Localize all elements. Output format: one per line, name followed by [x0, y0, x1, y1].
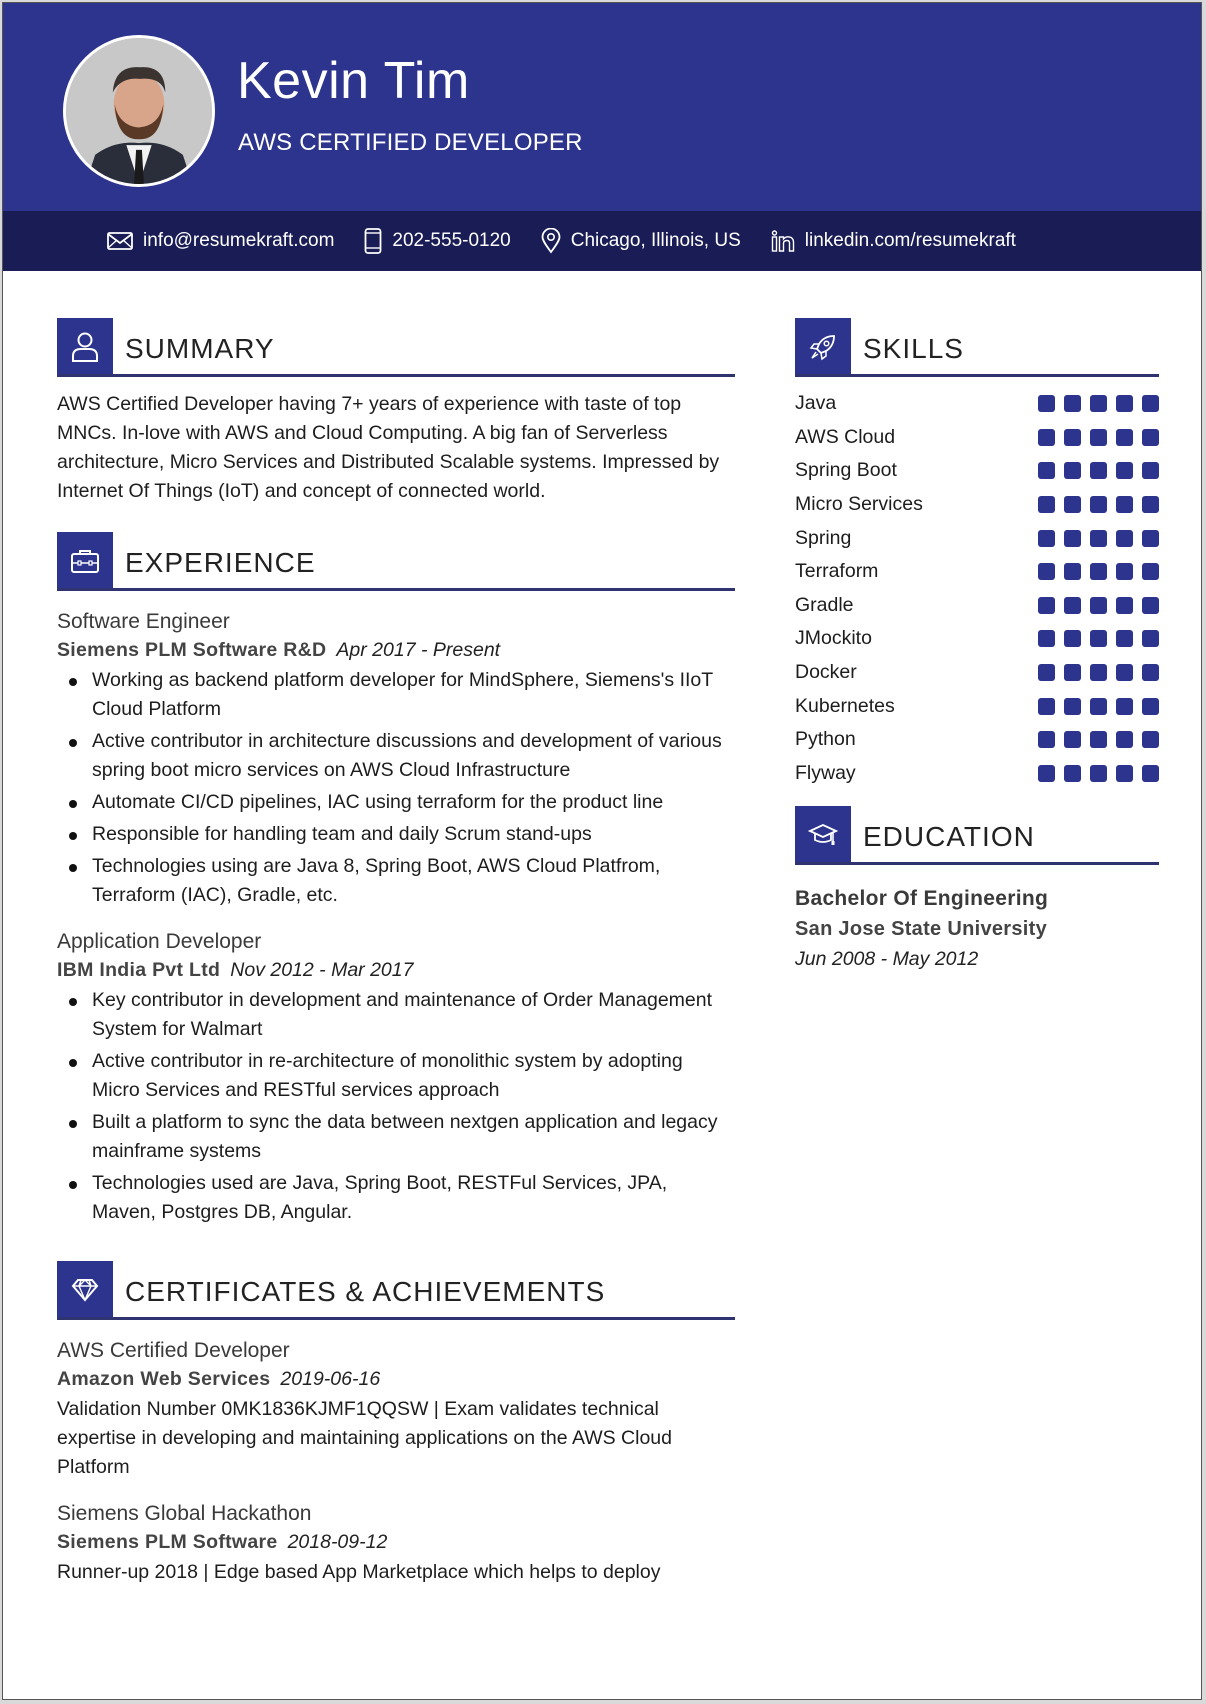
job-dates: Nov 2012 - Mar 2017 — [230, 959, 414, 981]
job-bullet: Responsible for handling team and daily Scrum stand-ups — [57, 820, 735, 849]
skill-level-square-icon — [1090, 765, 1107, 782]
job-bullet: Technologies used are Java, Spring Boot, RESTFul Services, JPA, Maven, Postgres DB, Angular. — [57, 1169, 735, 1227]
job-title: Software Engineer — [57, 610, 230, 633]
skill-level-square-icon — [1064, 462, 1081, 479]
skill-row — [795, 387, 1159, 421]
skills-heading — [795, 318, 1159, 376]
skill-name: Gradle — [795, 593, 854, 616]
skill-level-square-icon — [1090, 664, 1107, 681]
certificate-issuer-line — [57, 1365, 735, 1393]
skill-level-square-icon — [1064, 563, 1081, 580]
email-text: info@resumekraft.com — [143, 230, 335, 251]
certificate-description: Validation Number 0MK1836KJMF1QQSW | Exam validates technical expertise in developing and maintaining applications on the AWS Cloud Platform — [57, 1398, 673, 1478]
skill-row — [795, 589, 1159, 623]
section-divider — [795, 374, 1159, 377]
section-divider — [795, 862, 1159, 865]
summary-title: SUMMARY — [125, 333, 275, 364]
skill-level-square-icon — [1090, 429, 1107, 446]
contact-email[interactable] — [107, 230, 334, 252]
job-bullet: Active contributor in architecture discussions and development of various spring boot micro services on AWS Cloud Infrastructure — [57, 727, 735, 785]
skill-row — [795, 488, 1159, 522]
certificates-section — [57, 1261, 735, 1587]
skill-level-square-icon — [1142, 765, 1159, 782]
certificate-date: 2019-06-16 — [280, 1368, 381, 1390]
skill-level-square-icon — [1090, 395, 1107, 412]
certificate-title: Siemens Global Hackathon — [57, 1502, 312, 1525]
skill-level-square-icon — [1142, 395, 1159, 412]
skill-level-square-icon — [1116, 630, 1133, 647]
education-school: San Jose State University — [795, 918, 1048, 941]
job-bullet: Technologies using are Java 8, Spring Boot, AWS Cloud Platfrom, Terraform (IAC), Gradle, etc. — [57, 852, 735, 910]
education-degree: Bachelor Of Engineering — [795, 887, 1049, 911]
contact-bar — [3, 211, 1201, 271]
skill-level-rating — [1038, 496, 1159, 513]
skill-level-square-icon — [1038, 462, 1055, 479]
skill-level-square-icon — [1116, 664, 1133, 681]
certificate-issuer: Siemens PLM Software — [57, 1531, 278, 1553]
skill-level-square-icon — [1116, 765, 1133, 782]
skill-level-square-icon — [1116, 395, 1133, 412]
candidate-role: AWS CERTIFIED DEVELOPER — [238, 129, 583, 156]
skill-level-square-icon — [1064, 530, 1081, 547]
skill-row — [795, 689, 1159, 723]
skill-name: Kubernetes — [795, 694, 895, 717]
job-bullet: Automate CI/CD pipelines, IAC using terraform for the product line — [57, 788, 735, 817]
certificate-issuer: Amazon Web Services — [57, 1368, 271, 1390]
section-divider — [57, 1317, 735, 1320]
job-company: IBM India Pvt Ltd — [57, 959, 221, 981]
certificate-issuer-line — [57, 1528, 735, 1556]
skill-level-square-icon — [1142, 698, 1159, 715]
skill-level-square-icon — [1064, 765, 1081, 782]
skill-level-rating — [1038, 530, 1159, 547]
skill-level-square-icon — [1090, 462, 1107, 479]
job-bullet: Working as backend platform developer for MindSphere, Siemens's IIoT Cloud Platform — [57, 666, 735, 724]
education-dates: Jun 2008 - May 2012 — [795, 948, 979, 971]
skill-row — [795, 656, 1159, 690]
skill-level-square-icon — [1090, 496, 1107, 513]
job-company: Siemens PLM Software R&D — [57, 639, 327, 661]
skill-level-square-icon — [1064, 698, 1081, 715]
candidate-name: Kevin Tim — [237, 52, 470, 110]
experience-title: EXPERIENCE — [125, 547, 316, 578]
skill-level-square-icon — [1064, 731, 1081, 748]
skill-level-square-icon — [1038, 530, 1055, 547]
skill-row — [795, 723, 1159, 757]
job-bullet: Built a platform to sync the data between nextgen application and legacy mainframe systems — [57, 1108, 735, 1166]
skill-level-square-icon — [1116, 597, 1133, 614]
briefcase-icon — [70, 548, 100, 574]
experience-icon-box — [57, 532, 113, 590]
skill-level-square-icon — [1142, 630, 1159, 647]
skills-title: SKILLS — [863, 333, 964, 364]
skill-level-rating — [1038, 765, 1159, 782]
profile-photo — [63, 35, 215, 187]
skill-level-rating — [1038, 698, 1159, 715]
skill-level-square-icon — [1064, 395, 1081, 412]
rocket-icon — [808, 332, 838, 362]
user-icon — [70, 331, 100, 363]
job-title: Application Developer — [57, 930, 262, 953]
skill-level-square-icon — [1142, 462, 1159, 479]
job-bullets — [57, 666, 735, 910]
phone-text: 202-555-0120 — [392, 230, 511, 251]
skill-level-square-icon — [1116, 731, 1133, 748]
certificate-entry — [57, 1337, 735, 1482]
skill-name: Java — [795, 392, 837, 415]
diamond-icon — [71, 1278, 99, 1302]
skill-name: Python — [795, 728, 856, 751]
skill-level-square-icon — [1142, 731, 1159, 748]
job-entry — [57, 608, 735, 910]
contact-phone[interactable] — [364, 228, 510, 254]
skill-level-square-icon — [1116, 530, 1133, 547]
location-text: Chicago, Illinois, US — [570, 230, 741, 251]
skill-name: Flyway — [795, 761, 856, 784]
skill-level-square-icon — [1064, 429, 1081, 446]
skill-level-square-icon — [1142, 664, 1159, 681]
job-entry — [57, 928, 735, 1227]
mobile-phone-icon — [364, 228, 382, 254]
skills-list — [795, 387, 1159, 790]
skill-level-square-icon — [1038, 597, 1055, 614]
certificates-title: CERTIFICATES & ACHIEVEMENTS — [125, 1276, 606, 1307]
skill-level-square-icon — [1064, 496, 1081, 513]
certificate-entry — [57, 1500, 735, 1587]
left-column — [57, 318, 735, 1587]
job-dates: Apr 2017 - Present — [336, 639, 501, 661]
skill-level-square-icon — [1116, 462, 1133, 479]
graduation-cap-icon — [808, 822, 838, 848]
skill-row — [795, 454, 1159, 488]
skill-level-rating — [1038, 731, 1159, 748]
skill-level-square-icon — [1142, 597, 1159, 614]
job-company-line — [57, 956, 735, 984]
job-bullet: Key contributor in development and maintenance of Order Management System for Walmart — [57, 986, 735, 1044]
skill-name: JMockito — [795, 627, 872, 650]
summary-section — [57, 318, 735, 506]
skill-level-square-icon — [1116, 429, 1133, 446]
skill-level-square-icon — [1090, 698, 1107, 715]
skill-level-square-icon — [1038, 731, 1055, 748]
education-icon-box — [795, 806, 851, 864]
skill-level-rating — [1038, 429, 1159, 446]
summary-icon-box — [57, 318, 113, 376]
skill-level-square-icon — [1038, 698, 1055, 715]
skill-name: AWS Cloud — [795, 425, 896, 448]
linkedin-icon — [771, 230, 795, 252]
skill-level-square-icon — [1038, 563, 1055, 580]
education-title: EDUCATION — [863, 821, 1035, 853]
job-bullets — [57, 986, 735, 1227]
skill-level-square-icon — [1090, 530, 1107, 547]
skill-level-rating — [1038, 597, 1159, 614]
skill-level-square-icon — [1142, 496, 1159, 513]
skill-name: Micro Services — [795, 493, 923, 516]
skill-row — [795, 555, 1159, 589]
education-heading — [795, 806, 1159, 864]
skill-level-rating — [1038, 563, 1159, 580]
skill-name: Spring Boot — [795, 459, 897, 482]
skill-level-rating — [1038, 462, 1159, 479]
skill-level-rating — [1038, 395, 1159, 412]
education-section — [795, 806, 1159, 974]
skill-level-square-icon — [1142, 429, 1159, 446]
job-bullet: Active contributor in re-architecture of monolithic system by adopting Micro Services and RESTful services approach — [57, 1047, 735, 1105]
skill-name: Terraform — [795, 560, 879, 583]
certificates-heading — [57, 1261, 735, 1319]
envelope-icon — [107, 232, 133, 250]
skill-name: Docker — [795, 661, 857, 684]
certificate-date: 2018-09-12 — [287, 1531, 388, 1553]
person-photo-icon — [66, 38, 212, 184]
skill-level-square-icon — [1038, 496, 1055, 513]
section-divider — [57, 374, 735, 377]
skill-level-square-icon — [1142, 563, 1159, 580]
experience-heading — [57, 532, 735, 590]
skill-row — [795, 622, 1159, 656]
skill-level-square-icon — [1038, 429, 1055, 446]
contact-linkedin[interactable] — [771, 230, 1016, 252]
job-company-line — [57, 636, 735, 664]
skill-level-square-icon — [1038, 664, 1055, 681]
certificate-title: AWS Certified Developer — [57, 1339, 290, 1362]
linkedin-text: linkedin.com/resumekraft — [804, 230, 1016, 251]
contact-location — [541, 228, 741, 254]
skill-level-square-icon — [1064, 597, 1081, 614]
map-pin-icon — [541, 228, 561, 254]
skill-level-square-icon — [1142, 530, 1159, 547]
skill-level-square-icon — [1038, 395, 1055, 412]
skill-level-square-icon — [1090, 630, 1107, 647]
certificates-icon-box — [57, 1261, 113, 1319]
skill-level-square-icon — [1064, 664, 1081, 681]
skill-level-rating — [1038, 630, 1159, 647]
skill-row — [795, 757, 1159, 791]
skills-icon-box — [795, 318, 851, 376]
skill-level-square-icon — [1116, 563, 1133, 580]
experience-section — [57, 532, 735, 1227]
skill-level-rating — [1038, 664, 1159, 681]
summary-heading — [57, 318, 735, 376]
skill-row — [795, 421, 1159, 455]
skills-section — [795, 318, 1159, 790]
skill-level-square-icon — [1090, 597, 1107, 614]
skill-level-square-icon — [1090, 731, 1107, 748]
section-divider — [57, 588, 735, 591]
skill-level-square-icon — [1064, 630, 1081, 647]
skill-level-square-icon — [1038, 630, 1055, 647]
skill-name: Spring — [795, 526, 852, 549]
summary-text: AWS Certified Developer having 7+ years of experience with taste of top MNCs. In-love with AWS and Cloud Computing. A big fan of Serverless architecture, Micro Services and Distributed Scalable systems. Impressed by Internet Of Things (IoT) and concept of connected world. — [57, 393, 720, 502]
resume-header — [3, 3, 1201, 211]
skill-level-square-icon — [1038, 765, 1055, 782]
skill-level-square-icon — [1116, 698, 1133, 715]
resume-page — [2, 2, 1202, 1700]
skill-level-square-icon — [1116, 496, 1133, 513]
skill-row — [795, 521, 1159, 555]
skill-level-square-icon — [1090, 563, 1107, 580]
right-column — [795, 318, 1159, 974]
certificate-description: Runner-up 2018 | Edge based App Marketplace which helps to deploy — [57, 1561, 661, 1583]
